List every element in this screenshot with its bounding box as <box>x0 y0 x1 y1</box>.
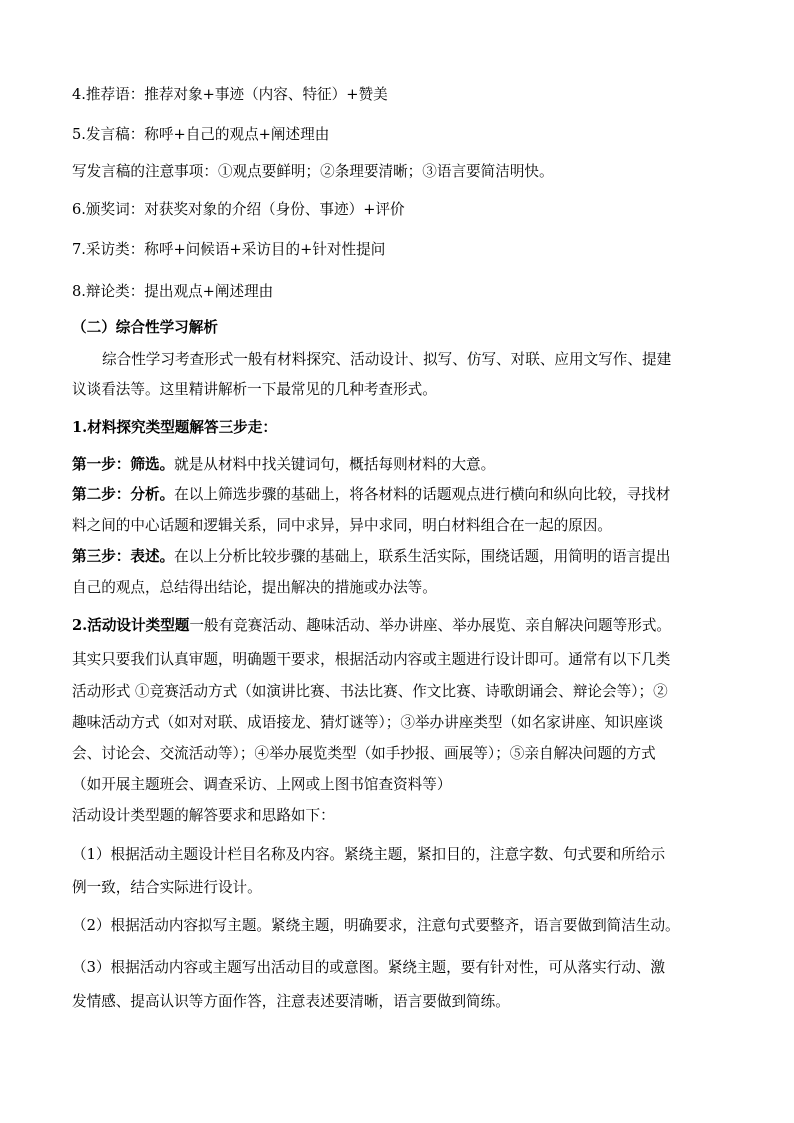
activity-paragraph-line-1: 其实只要我们认真审题，明确题干要求，根据活动内容或主题进行设计即可。通常有以下几类 <box>72 651 671 668</box>
step-two-text: 在以上筛选步骤的基础上，将各材料的话题观点进行横向和纵向比较，寻找材 <box>174 486 671 503</box>
activity-design-intro <box>72 616 671 636</box>
item-debate: 8.辩论类：提出观点+阐述理由 <box>72 283 274 300</box>
guideline-2: （2）根据活动内容拟写主题。紧绕主题，明确要求，注意句式要整齐，语言要做到简洁生动。 <box>72 917 680 934</box>
activity-paragraph-line-3: 趣味活动方式（如对对联、成语接龙、猜灯谜等）；③举办讲座类型（如名家讲座、知识座谈 <box>72 714 664 731</box>
item-speech-draft: 5.发言稿：称呼+自己的观点+阐述理由 <box>72 126 330 143</box>
item-award-speech: 6.颁奖词：对获奖对象的介绍（身份、事迹）+评价 <box>72 201 405 218</box>
answer-guidelines-heading: 活动设计类型题的解答要求和思路如下： <box>72 807 335 824</box>
step-three-continued: 自己的观点，总结得出结论，提出解决的措施或办法等。 <box>72 579 437 596</box>
step-two <box>72 485 670 505</box>
intro-paragraph-line-2: 议谈看法等。这里精讲解析一下最常见的几种考查形式。 <box>72 381 437 398</box>
item-interview: 7.采访类：称呼+问候语+采访目的+针对性提问 <box>72 241 386 258</box>
step-two-label: 第二步：分析。 <box>72 486 175 503</box>
step-three <box>72 547 670 567</box>
guideline-3-line-1: （3）根据活动内容或主题写出活动目的或意图。紧绕主题，要有针对性，可从落实行动、激 <box>72 959 666 976</box>
step-one-text: 就是从材料中找关键词句，概括每则材料的大意。 <box>174 456 496 473</box>
section-heading: （二）综合性学习解析 <box>72 319 218 336</box>
guideline-1-line-1: （1）根据活动主题设计栏目名称及内容。紧绕主题，紧扣目的，注意字数、句式要和所给示 <box>72 846 666 863</box>
guideline-1-line-2: 例一致，结合实际进行设计。 <box>72 879 262 896</box>
guideline-3-line-2: 发情感、提高认识等方面作答，注意表述要清晰，语言要做到简练。 <box>72 993 510 1010</box>
step-three-text: 在以上分析比较步骤的基础上，联系生活实际，围绕话题，用简明的语言提出 <box>174 548 671 565</box>
activity-design-heading: 2.活动设计类型题 <box>72 617 190 634</box>
speech-notes: 写发言稿的注意事项：①观点要鲜明；②条理要清晰；③语言要简洁明快。 <box>72 163 554 180</box>
step-two-continued: 料之间的中心话题和逻辑关系，同中求异，异中求同，明白材料组合在一起的原因。 <box>72 517 612 534</box>
step-three-label: 第三步：表述。 <box>72 548 175 565</box>
step-one-label: 第一步：筛选。 <box>72 456 175 473</box>
item-recommendation: 4.推荐语：推荐对象+事迹（内容、特征）+赞美 <box>72 86 388 103</box>
activity-paragraph-line-5: （如开展主题班会、调查采访、上网或上图书馆查资料等） <box>72 776 452 793</box>
step-one <box>72 455 495 475</box>
activity-paragraph-line-2: 活动形式 ①竞赛活动方式（如演讲比赛、书法比赛、作文比赛、诗歌朗诵会、辩论会等）；② <box>72 683 668 700</box>
activity-design-text: 一般有竞赛活动、趣味活动、举办讲座、举办展览、亲自解决问题等形式。 <box>189 617 672 634</box>
intro-paragraph-line-1: 综合性学习考查形式一般有材料探究、活动设计、拟写、仿写、对联、应用文写作、提建 <box>102 351 672 368</box>
activity-paragraph-line-4: 会、讨论会、交流活动等）；④举办展览类型（如手抄报、画展等）；⑤亲自解决问题的方式 <box>72 745 656 762</box>
subheading-material-inquiry: 1.材料探究类型题解答三步走： <box>72 419 277 436</box>
